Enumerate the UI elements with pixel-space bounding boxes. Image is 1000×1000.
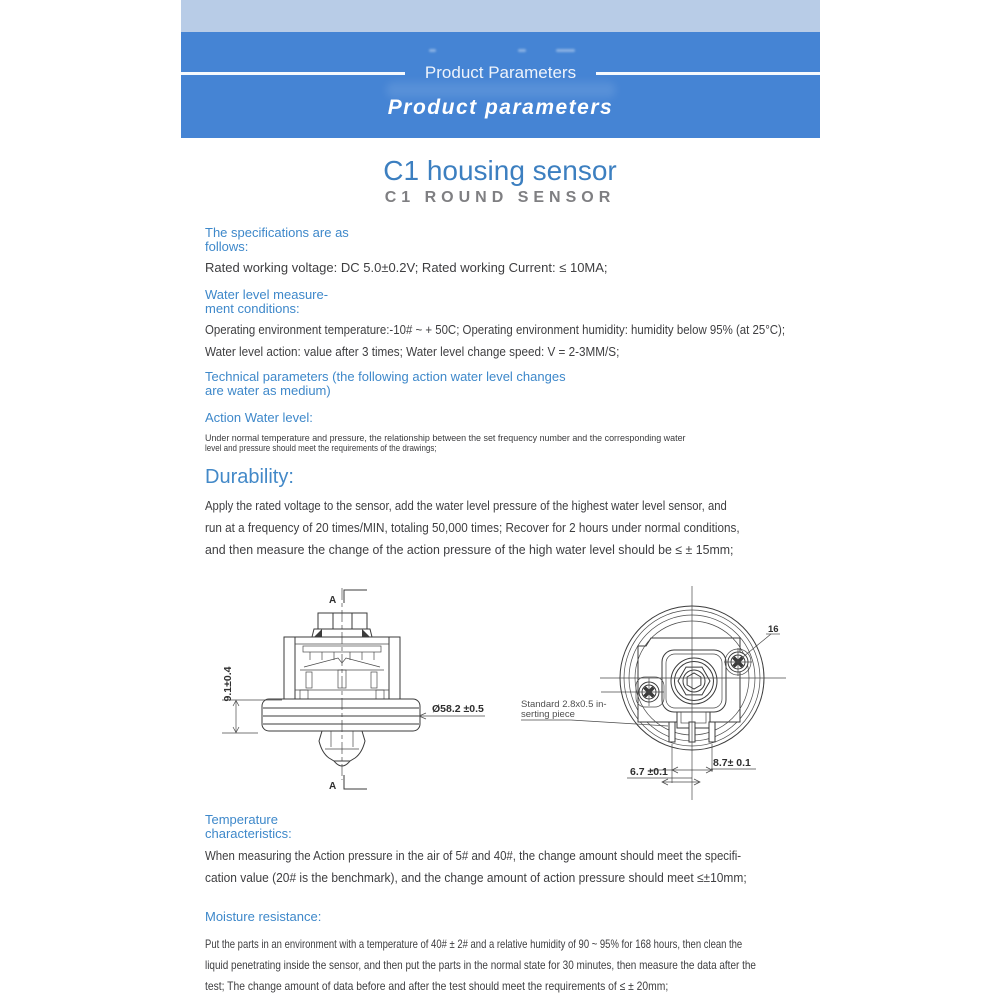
moisture-line-1: Put the parts in an environment with a temperature of 40# ± 2# and a relative humidity of 90 ~ 95% for 168 hours, then clean the bbox=[205, 937, 743, 951]
water-line-2: Water level action: value after 3 times; Water level change speed: V = 2-3MM/S; bbox=[205, 344, 620, 359]
durability-line-3: and then measure the change of the action pressure of the high water level should be ≤ ± 15mm; bbox=[205, 542, 734, 557]
technical-heading bbox=[205, 370, 566, 397]
water-heading bbox=[205, 288, 328, 315]
water-heading-line1: Water level measure- bbox=[205, 287, 329, 302]
page-subtitle: C1 ROUND SENSOR bbox=[384, 189, 616, 206]
sensor-body bbox=[284, 637, 400, 699]
water-heading-line2: ment conditions: bbox=[205, 300, 300, 316]
diameter-dimension bbox=[419, 703, 485, 719]
ghost-mark bbox=[556, 49, 575, 52]
top-view-drawing bbox=[512, 585, 808, 803]
section-flag-bottom bbox=[344, 775, 367, 789]
moisture-line-3: test; The change amount of data before and after the test should meet the requirements of ≤ ± 20mm; bbox=[205, 979, 669, 993]
sensor-flange bbox=[262, 699, 420, 731]
action-body bbox=[205, 434, 716, 454]
durability-line-2: run at a frequency of 20 times/MIN, totaling 50,000 times; Recover for 2 hours under normal conditions, bbox=[205, 520, 740, 535]
dim-height-label: 9.1±0.4 bbox=[222, 666, 234, 702]
moisture-body bbox=[205, 937, 885, 1000]
insert-label-line2: serting piece bbox=[521, 709, 575, 720]
durability-heading: Durability: bbox=[205, 466, 294, 488]
specs-heading bbox=[205, 226, 349, 253]
durability-body bbox=[205, 498, 805, 564]
banner-light-strip bbox=[181, 0, 820, 32]
dim-diameter-label: Ø58.2 ±0.5 bbox=[432, 703, 484, 715]
temperature-line-1: When measuring the Action pressure in the air of 5# and 40#, the change amount should meet the specifi- bbox=[205, 848, 742, 863]
water-line-1: Operating environment temperature:-10# ~ + 50C; Operating environment humidity: humidity below 95% (at 25°C); bbox=[205, 322, 786, 337]
moisture-heading: Moisture resistance: bbox=[205, 909, 322, 924]
temperature-line-2: cation value (20# is the benchmark), and the change amount of action pressure should meet ≤±10mm; bbox=[205, 870, 747, 885]
section-label-top: A bbox=[329, 595, 337, 606]
central-boss bbox=[662, 650, 726, 712]
action-line-1: Under normal temperature and pressure, the relationship between the set frequency number and the corresponding water bbox=[205, 433, 686, 444]
page-title: C1 housing sensor bbox=[383, 155, 617, 186]
action-line-2: level and pressure should meet the requirements of the drawings; bbox=[205, 443, 437, 454]
moisture-line-2: liquid penetrating inside the sensor, and then put the parts in the normal state for 30 minutes, then measure the data after the bbox=[205, 958, 756, 972]
temperature-body bbox=[205, 848, 814, 892]
insert-label-line1: Standard 2.8x0.5 in- bbox=[521, 699, 607, 710]
tagline-right-rule bbox=[596, 72, 820, 75]
temperature-heading-line1: Temperature bbox=[205, 812, 278, 827]
header-banner bbox=[181, 0, 820, 138]
height-dimension bbox=[222, 666, 282, 733]
ghost-mark bbox=[518, 49, 526, 52]
temperature-heading-line2: characteristics: bbox=[205, 825, 292, 841]
dim-right-label: 8.7± 0.1 bbox=[713, 757, 751, 769]
tagline-left-rule bbox=[181, 72, 405, 75]
banner-tagline-row bbox=[181, 63, 820, 83]
ghost-mark bbox=[429, 49, 436, 52]
specs-heading-line2: follows: bbox=[205, 238, 249, 254]
callout-16-label: 16 bbox=[768, 624, 779, 635]
specs-heading-line1: The specifications are as bbox=[205, 225, 349, 240]
banner-tagline: Product Parameters bbox=[424, 63, 577, 82]
specs-body: Rated working voltage: DC 5.0±0.2V; Rated working Current: ≤ 10MA; bbox=[205, 260, 608, 275]
temperature-heading bbox=[205, 813, 292, 840]
section-label-bottom: A bbox=[329, 781, 337, 792]
banner-blue-area bbox=[181, 32, 820, 138]
action-heading: Action Water level: bbox=[205, 410, 313, 425]
technical-heading-line2: are water as medium) bbox=[205, 382, 331, 398]
banner-title: Product parameters bbox=[387, 96, 614, 119]
technical-heading-line1: Technical parameters (the following action water level changes bbox=[205, 369, 566, 384]
side-view-drawing bbox=[205, 578, 495, 800]
section-flag-top bbox=[344, 590, 367, 603]
dim-left-label: 6.7 ±0.1 bbox=[630, 766, 668, 778]
durability-line-1: Apply the rated voltage to the sensor, add the water level pressure of the highest water level sensor, and bbox=[205, 498, 727, 513]
